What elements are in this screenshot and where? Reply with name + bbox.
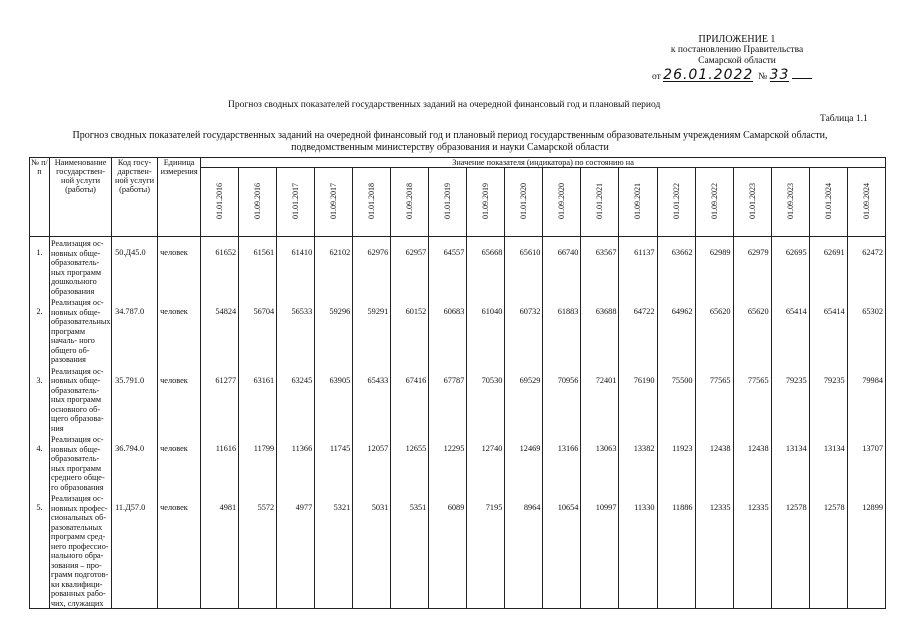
date-header-label: 01.01.2018: [367, 183, 377, 219]
date-header: [809, 168, 847, 237]
indicator-value: 65302: [847, 296, 885, 365]
date-header: [847, 168, 885, 237]
indicator-value: 11799: [239, 433, 277, 492]
date-header-label: 01.09.2019: [481, 183, 491, 219]
date-header-label: 01.09.2020: [557, 183, 567, 219]
date-header: [657, 168, 695, 237]
indicator-value: 4981: [201, 492, 239, 609]
indicator-value: 5321: [315, 492, 353, 609]
date-header-label: 01.01.2020: [519, 183, 529, 219]
date-header: [391, 168, 429, 237]
row-number: 4.: [30, 433, 50, 492]
date-header-label: 01.01.2016: [215, 183, 225, 219]
table-row: [30, 237, 886, 297]
indicator-value: 77565: [695, 365, 733, 434]
indicator-value: 65620: [695, 296, 733, 365]
appendix-line3: Самарской области: [698, 56, 776, 66]
indicator-value: 11745: [315, 433, 353, 492]
indicator-value: 72401: [581, 365, 619, 434]
service-code: 11.Д57.0: [112, 492, 158, 609]
indicator-value: 8964: [505, 492, 543, 609]
indicator-value: 67416: [391, 365, 429, 434]
indicator-value: 62979: [733, 237, 771, 297]
indicator-value: 12438: [695, 433, 733, 492]
date-header-label: 01.01.2024: [823, 183, 833, 219]
service-name: Реализация ос- новных профес- сиональных об- разовательных программ сред- него профессио- нального обра- зования – про- грамм подготов- ки квалифици- рованных рабо- чих, служащих: [50, 492, 112, 609]
date-header: [315, 168, 353, 237]
indicator-value: 61410: [277, 237, 315, 297]
indicator-value: 10654: [543, 492, 581, 609]
indicator-value: 63662: [657, 237, 695, 297]
indicator-value: 69529: [505, 365, 543, 434]
number-prefix: №: [758, 72, 768, 82]
indicator-value: 63688: [581, 296, 619, 365]
indicator-value: 62989: [695, 237, 733, 297]
indicator-value: 61040: [467, 296, 505, 365]
col-num-header: № п/п: [30, 158, 50, 237]
indicator-value: 12578: [809, 492, 847, 609]
date-header-label: 01.09.2023: [785, 183, 795, 219]
table-row: [30, 365, 886, 434]
table-row: [30, 492, 886, 609]
number-underline: [792, 78, 812, 79]
date-header: [581, 168, 619, 237]
date-header: [277, 168, 315, 237]
indicator-value: 11366: [277, 433, 315, 492]
service-code: 35.791.0: [112, 365, 158, 434]
date-prefix: от: [652, 72, 661, 82]
indicator-value: 62957: [391, 237, 429, 297]
indicator-value: 60732: [505, 296, 543, 365]
indicator-value: 65620: [733, 296, 771, 365]
date-header: [505, 168, 543, 237]
date-header: [771, 168, 809, 237]
indicator-value: 59296: [315, 296, 353, 365]
row-number: 5.: [30, 492, 50, 609]
indicator-value: 63161: [239, 365, 277, 434]
indicator-value: 13134: [771, 433, 809, 492]
col-unit-header: Единица измерения: [158, 158, 201, 237]
table-title: [40, 130, 860, 154]
service-code: 36.794.0: [112, 433, 158, 492]
indicator-value: 66740: [543, 237, 581, 297]
col-name-header: Наименование государствен- ной услуги (работы): [50, 158, 112, 237]
indicator-value: 12295: [429, 433, 467, 492]
indicator-value: 62695: [771, 237, 809, 297]
date-header-label: 01.01.2019: [443, 183, 453, 219]
indicator-value: 13134: [809, 433, 847, 492]
indicator-value: 61137: [619, 237, 657, 297]
service-code: 50.Д45.0: [112, 237, 158, 297]
indicator-value: 61883: [543, 296, 581, 365]
number-value: 33: [769, 67, 790, 83]
indicator-value: 61561: [239, 237, 277, 297]
service-name: Реализация ос- новных обще- образователь- ных программ среднего обще- го образования: [50, 433, 112, 492]
row-number: 3.: [30, 365, 50, 434]
unit-of-measure: человек: [158, 365, 201, 434]
indicator-value: 12057: [353, 433, 391, 492]
indicator-value: 10997: [581, 492, 619, 609]
indicator-value: 12899: [847, 492, 885, 609]
date-header: [353, 168, 391, 237]
indicator-value: 12578: [771, 492, 809, 609]
indicator-value: 79984: [847, 365, 885, 434]
service-name: Реализация ос- новных обще- образователь- ных программ основного об- щего образова- ния: [50, 365, 112, 434]
unit-of-measure: человек: [158, 492, 201, 609]
unit-of-measure: человек: [158, 237, 201, 297]
indicator-value: 70530: [467, 365, 505, 434]
indicator-value: 5031: [353, 492, 391, 609]
indicator-value: 54824: [201, 296, 239, 365]
indicator-value: 63245: [277, 365, 315, 434]
date-header: [201, 168, 239, 237]
indicator-value: 56704: [239, 296, 277, 365]
date-header: [543, 168, 581, 237]
indicator-value: 13063: [581, 433, 619, 492]
table-title-line2: подведомственным министерству образования и науки Самарской области: [291, 142, 609, 153]
table-label: Таблица 1.1: [820, 114, 868, 124]
indicator-value: 6089: [429, 492, 467, 609]
indicator-value: 65414: [771, 296, 809, 365]
indicator-value: 12655: [391, 433, 429, 492]
indicator-value: 70956: [543, 365, 581, 434]
row-number: 2.: [30, 296, 50, 365]
service-name: Реализация ос- новных обще- образовательных программ началь- ного общего об- разования: [51, 298, 111, 364]
indicator-value: 62102: [315, 237, 353, 297]
appendix-stamp: [652, 34, 822, 83]
appendix-dateline: [652, 69, 822, 83]
indicator-value: 65433: [353, 365, 391, 434]
indicator-value: 64557: [429, 237, 467, 297]
indicator-value: 12740: [467, 433, 505, 492]
indicator-value: 12438: [733, 433, 771, 492]
indicator-value: 11923: [657, 433, 695, 492]
date-header-label: 01.01.2022: [671, 183, 681, 219]
indicator-value: 65414: [809, 296, 847, 365]
date-header-label: 01.01.2023: [747, 183, 757, 219]
date-header-label: 01.09.2021: [633, 183, 643, 219]
date-header-label: 01.09.2017: [329, 183, 339, 219]
col-code-header: Код госу- дарствен- ной услуги (работы): [112, 158, 158, 237]
indicator-value: 79235: [771, 365, 809, 434]
indicator-value: 79235: [809, 365, 847, 434]
table-row: [30, 433, 886, 492]
table-title-line1: Прогноз сводных показателей государственных заданий на очередной финансовый год и плановый период государственным образовательным учреждениям Самарской области,: [72, 130, 828, 141]
date-header: [619, 168, 657, 237]
indicator-value: 77565: [733, 365, 771, 434]
indicator-value: 12335: [695, 492, 733, 609]
date-header: [695, 168, 733, 237]
date-header-label: 01.09.2022: [709, 183, 719, 219]
table-row: [30, 296, 886, 365]
indicator-value: 65610: [505, 237, 543, 297]
appendix-line2: к постановлению Правительства: [670, 45, 804, 55]
indicator-value: 59291: [353, 296, 391, 365]
date-header-label: 01.09.2016: [253, 183, 263, 219]
service-name: Реализация ос- новных обще- образователь- ных программ дошкольного образования: [50, 237, 112, 297]
indicator-value: 60152: [391, 296, 429, 365]
indicator-value: 62472: [847, 237, 885, 297]
table-body: [30, 237, 886, 609]
date-header-label: 01.01.2021: [595, 183, 605, 219]
indicator-value: 5572: [239, 492, 277, 609]
indicator-value: 7195: [467, 492, 505, 609]
indicator-value: 4977: [277, 492, 315, 609]
indicator-value: 63567: [581, 237, 619, 297]
date-header: [239, 168, 277, 237]
indicator-value: 12469: [505, 433, 543, 492]
date-header-label: 01.09.2024: [861, 183, 871, 219]
indicator-value: 11330: [619, 492, 657, 609]
indicator-value: 12335: [733, 492, 771, 609]
indicator-value: 60683: [429, 296, 467, 365]
indicator-value: 64962: [657, 296, 695, 365]
main-heading: Прогноз сводных показателей государственных заданий на очередной финансовый год и плановый период: [228, 100, 661, 110]
indicator-value: 13166: [543, 433, 581, 492]
unit-of-measure: человек: [158, 296, 201, 365]
date-header: [733, 168, 771, 237]
date-value: 26.01.2022: [663, 67, 754, 83]
indicator-value: 67787: [429, 365, 467, 434]
values-group-header: Значение показателя (индикатора) по состоянию на: [201, 158, 886, 168]
indicator-value: 76190: [619, 365, 657, 434]
indicator-value: 11886: [657, 492, 695, 609]
indicator-value: 61652: [201, 237, 239, 297]
indicator-value: 65668: [467, 237, 505, 297]
indicator-value: 62691: [809, 237, 847, 297]
indicator-value: 13382: [619, 433, 657, 492]
forecast-table: [29, 157, 886, 609]
indicator-value: 56533: [277, 296, 315, 365]
indicator-value: 5351: [391, 492, 429, 609]
date-header-label: 01.09.2018: [405, 183, 415, 219]
indicator-value: 13707: [847, 433, 885, 492]
unit-of-measure: человек: [158, 433, 201, 492]
service-code: 34.787.0: [112, 296, 158, 365]
date-header-label: 01.01.2017: [291, 183, 301, 219]
indicator-value: 61277: [201, 365, 239, 434]
appendix-title: ПРИЛОЖЕНИЕ 1: [698, 34, 776, 45]
indicator-value: 64722: [619, 296, 657, 365]
indicator-value: 63905: [315, 365, 353, 434]
date-header: [429, 168, 467, 237]
row-number: 1.: [30, 237, 50, 297]
indicator-value: 75500: [657, 365, 695, 434]
header-row-top: [30, 158, 886, 168]
indicator-value: 62976: [353, 237, 391, 297]
date-header: [467, 168, 505, 237]
indicator-value: 11616: [201, 433, 239, 492]
